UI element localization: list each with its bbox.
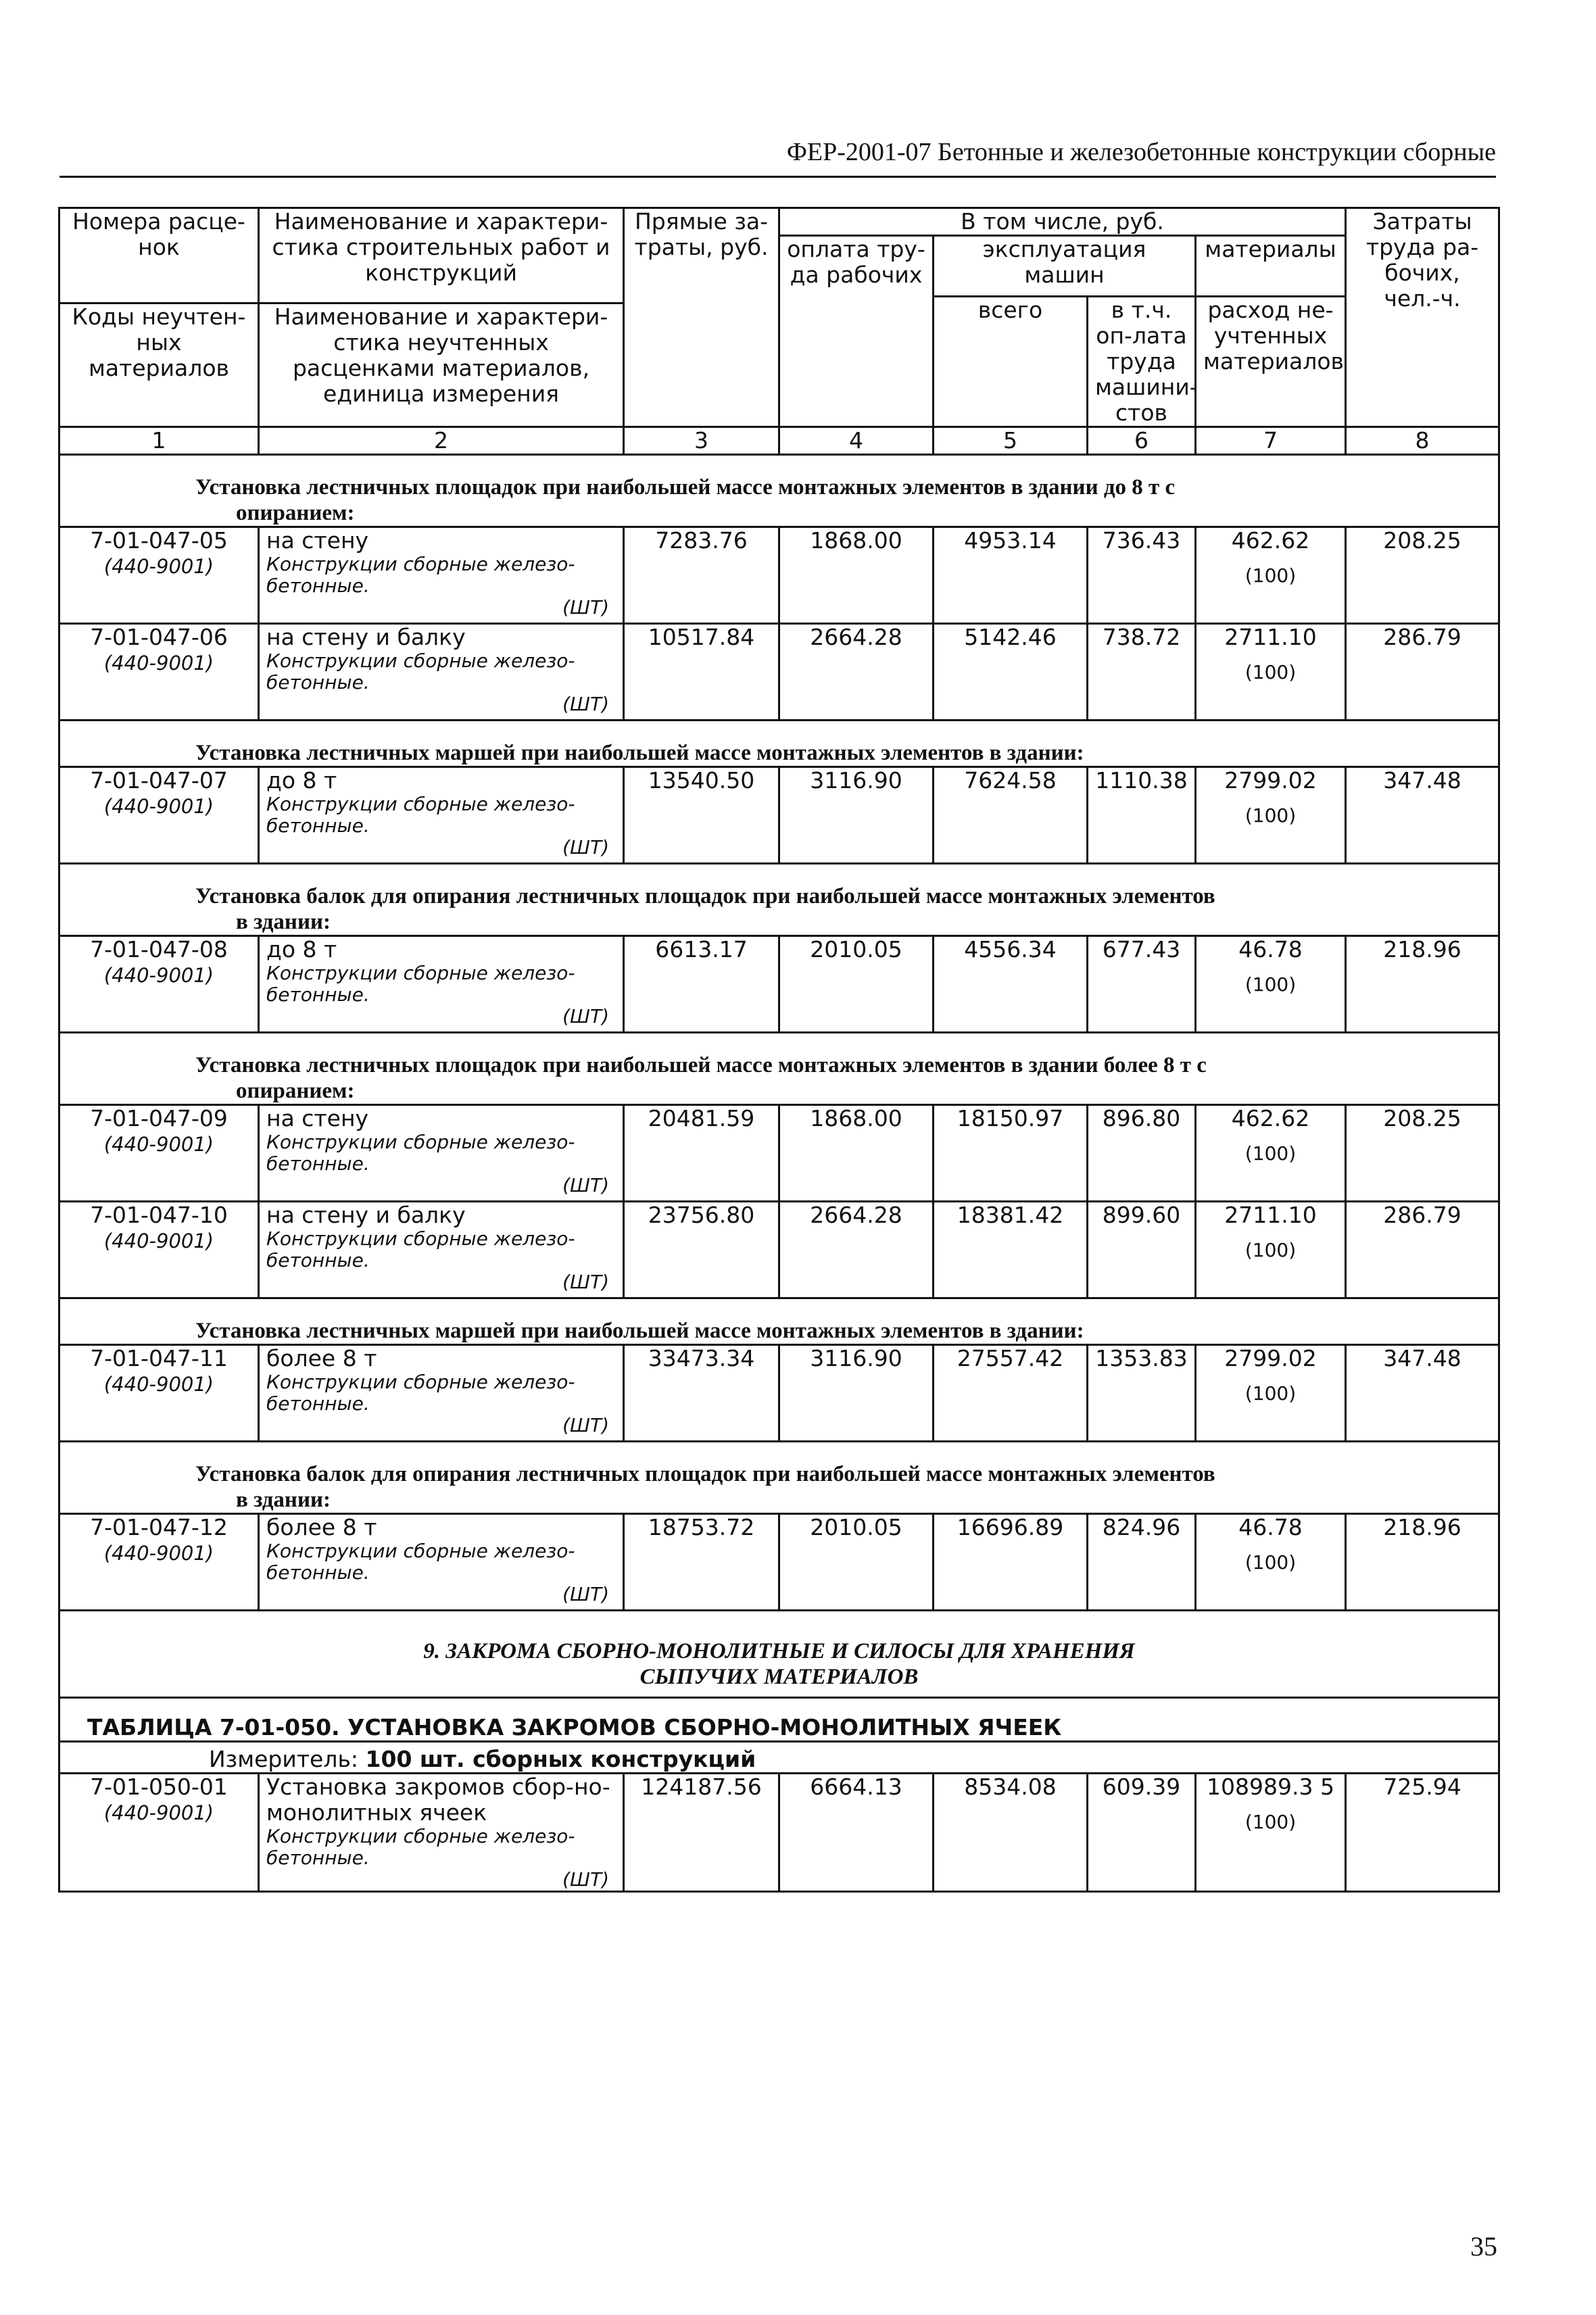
direct-cost: 10517.84: [624, 623, 779, 720]
rate-code: 7-01-047-09: [90, 1104, 228, 1131]
measure-row: [59, 1741, 1499, 1773]
work-name: Установка закромов сбор-но-монолитных ячеек: [266, 1773, 610, 1826]
machine-labor-cost: 1110.38: [1088, 766, 1196, 863]
material-code: (440-9001): [103, 1541, 214, 1565]
table-caption: ТАБЛИЦА 7-01-050. УСТАНОВКА ЗАКРОМОВ СБОРНО-МОНОЛИТНЫХ ЯЧЕЕК: [59, 1697, 1499, 1741]
rates-table-frame: [58, 207, 1498, 1893]
rate-code: 7-01-050-01: [90, 1773, 228, 1800]
rate-code: 7-01-047-11: [90, 1344, 228, 1371]
materials-cost: 2799.02: [1224, 766, 1317, 794]
material-quantity: (100): [1244, 564, 1297, 587]
table-header-row: [59, 208, 1499, 236]
direct-cost: 33473.34: [624, 1344, 779, 1441]
labor-cost: 1868.00: [779, 527, 934, 623]
description-cell: [259, 766, 624, 863]
column-number-row: [59, 427, 1499, 454]
machine-cost-total: 4556.34: [934, 935, 1088, 1032]
section-title: [59, 1441, 1499, 1513]
labor-cost: 2664.28: [779, 623, 934, 720]
rate-code: 7-01-047-10: [90, 1201, 228, 1228]
rate-code: 7-01-047-07: [90, 766, 228, 794]
rate-code: 7-01-047-12: [90, 1513, 228, 1540]
labor-cost: 2664.28: [779, 1201, 934, 1298]
header-col8: Затраты труда ра-бочих, чел.-ч.: [1346, 208, 1499, 427]
work-name: на стену и балку: [266, 1201, 466, 1228]
labor-cost: 2010.05: [779, 935, 934, 1032]
table-row: [59, 1201, 1499, 1298]
material-name: Конструкции сборные железо-бетонные.: [266, 1824, 575, 1869]
machine-cost-total: 16696.89: [934, 1513, 1088, 1610]
chapter-title: [59, 1610, 1499, 1697]
column-number: 3: [624, 427, 779, 454]
labor-cost: 3116.90: [779, 766, 934, 863]
labor-hours: 347.48: [1346, 766, 1499, 863]
materials-cost: 46.78: [1238, 935, 1303, 962]
table-row: [59, 1104, 1499, 1201]
header-incl: В том числе, руб.: [779, 208, 1346, 236]
direct-cost: 7283.76: [624, 527, 779, 623]
unit: (ШТ): [562, 595, 609, 618]
section-title-line2: в здании:: [236, 909, 331, 934]
section-title-line1: Установка лестничных маршей при наибольшей массе монтажных элементов в здании:: [195, 740, 1084, 765]
description-cell: [259, 623, 624, 720]
table-row: [59, 527, 1499, 623]
machine-labor-cost: 677.43: [1088, 935, 1196, 1032]
work-name: до 8 т: [266, 766, 337, 794]
material-quantity: (100): [1244, 1810, 1297, 1833]
machine-cost-total: 18381.42: [934, 1201, 1088, 1298]
direct-cost: 13540.50: [624, 766, 779, 863]
table-row: [59, 935, 1499, 1032]
material-quantity: (100): [1244, 1551, 1297, 1574]
chapter-title-line1: 9. ЗАКРОМА СБОРНО-МОНОЛИТНЫЕ И СИЛОСЫ ДЛЯ ХРАНЕНИЯ: [423, 1638, 1135, 1663]
description-cell: [259, 1773, 624, 1891]
machine-cost-total: 4953.14: [934, 527, 1088, 623]
description-cell: [259, 1344, 624, 1441]
work-name: до 8 т: [266, 935, 337, 962]
unit: (ШТ): [562, 692, 609, 715]
labor-hours: 208.25: [1346, 1104, 1499, 1201]
labor-cost: 6664.13: [779, 1773, 934, 1891]
unit: (ШТ): [562, 1004, 609, 1027]
machine-labor-cost: 738.72: [1088, 623, 1196, 720]
table-row: [59, 1773, 1499, 1891]
description-cell: [259, 1201, 624, 1298]
header-machines: эксплуатация машин: [934, 236, 1196, 297]
description-cell: [259, 1513, 624, 1610]
rate-code-cell: [59, 1201, 259, 1298]
labor-cost: 2010.05: [779, 1513, 934, 1610]
labor-hours: 286.79: [1346, 1201, 1499, 1298]
page-header: [59, 135, 1496, 178]
measure: [59, 1741, 1499, 1773]
material-quantity: (100): [1244, 1382, 1297, 1405]
unit: (ШТ): [562, 1868, 609, 1891]
unit: (ШТ): [562, 1582, 609, 1605]
materials-cost: 46.78: [1238, 1513, 1303, 1540]
material-quantity: (100): [1244, 804, 1297, 827]
rates-table: [58, 207, 1500, 1893]
page-header-title: ФЕР-2001-07 Бетонные и железобетонные конструкции сборные: [786, 138, 1496, 166]
section-title-line1: Установка балок для опирания лестничных площадок при наибольшей массе монтажных элементов: [195, 1461, 1215, 1486]
column-number: 2: [259, 427, 624, 454]
materials-cell: [1196, 1344, 1346, 1441]
material-code: (440-9001): [103, 1132, 214, 1156]
section-title-row: [59, 454, 1499, 527]
description-cell: [259, 935, 624, 1032]
measure-label: Измеритель:: [209, 1745, 359, 1772]
table-row: [59, 623, 1499, 720]
column-number: 6: [1088, 427, 1196, 454]
table-row: [59, 1513, 1499, 1610]
section-title: [59, 1298, 1499, 1344]
materials-cost: 462.62: [1231, 527, 1310, 554]
direct-cost: 124187.56: [624, 1773, 779, 1891]
material-code: (440-9001): [103, 651, 214, 675]
direct-cost: 23756.80: [624, 1201, 779, 1298]
materials-cell: [1196, 623, 1346, 720]
table-row: [59, 766, 1499, 863]
material-name: Конструкции сборные железо-бетонные.: [266, 1370, 575, 1415]
material-code: (440-9001): [103, 963, 214, 987]
labor-hours: 347.48: [1346, 1344, 1499, 1441]
materials-cost: 2799.02: [1224, 1344, 1317, 1371]
rate-code-cell: [59, 1344, 259, 1441]
rate-code: 7-01-047-05: [90, 527, 228, 554]
materials-cell: [1196, 527, 1346, 623]
section-title-line1: Установка лестничных маршей при наибольшей массе монтажных элементов в здании:: [195, 1318, 1084, 1343]
material-code: (440-9001): [103, 1229, 214, 1252]
header-col2-top: Наименование и характери-стика строительных работ и конструкций: [259, 208, 624, 303]
section-title-line1: Установка балок для опирания лестничных площадок при наибольшей массе монтажных элементов: [195, 883, 1215, 908]
materials-cost: 108989.3 5: [1207, 1773, 1334, 1800]
machine-cost-total: 18150.97: [934, 1104, 1088, 1201]
header-col6: в т.ч. оп-лата труда машини-стов: [1088, 296, 1196, 427]
machine-cost-total: 5142.46: [934, 623, 1088, 720]
column-number: 8: [1346, 427, 1499, 454]
labor-hours: 218.96: [1346, 1513, 1499, 1610]
header-col3: Прямые за-траты, руб.: [624, 208, 779, 427]
material-name: Конструкции сборные железо-бетонные.: [266, 1130, 575, 1175]
header-col5: всего: [934, 296, 1088, 427]
rate-code-cell: [59, 623, 259, 720]
section-title-line2: в здании:: [236, 1487, 331, 1512]
material-quantity: (100): [1244, 660, 1297, 683]
machine-labor-cost: 1353.83: [1088, 1344, 1196, 1441]
material-quantity: (100): [1244, 1238, 1297, 1261]
column-number: 5: [934, 427, 1088, 454]
labor-cost: 1868.00: [779, 1104, 934, 1201]
work-name: более 8 т: [266, 1513, 377, 1540]
labor-cost: 3116.90: [779, 1344, 934, 1441]
material-name: Конструкции сборные железо-бетонные.: [266, 649, 575, 693]
section-title-row: [59, 1298, 1499, 1344]
column-number: 7: [1196, 427, 1346, 454]
section-title-line2: опиранием:: [236, 500, 355, 525]
table-caption-row: [59, 1697, 1499, 1741]
unit: (ШТ): [562, 1270, 609, 1293]
rate-code-cell: [59, 766, 259, 863]
materials-cell: [1196, 935, 1346, 1032]
unit: (ШТ): [562, 835, 609, 858]
machine-cost-total: 7624.58: [934, 766, 1088, 863]
section-title-line2: опиранием:: [236, 1078, 355, 1103]
materials-cost: 462.62: [1231, 1104, 1310, 1131]
labor-hours: 725.94: [1346, 1773, 1499, 1891]
section-title: [59, 454, 1499, 527]
rate-code-cell: [59, 1773, 259, 1891]
materials-cost: 2711.10: [1224, 1201, 1317, 1228]
work-name: на стену: [266, 1104, 369, 1131]
rate-code-cell: [59, 935, 259, 1032]
machine-labor-cost: 896.80: [1088, 1104, 1196, 1201]
unit: (ШТ): [562, 1173, 609, 1196]
section-title: [59, 1032, 1499, 1104]
section-title-row: [59, 863, 1499, 935]
labor-hours: 286.79: [1346, 623, 1499, 720]
chapter-title-line2: СЫПУЧИХ МАТЕРИАЛОВ: [639, 1664, 919, 1689]
section-title-line1: Установка лестничных площадок при наибольшей массе монтажных элементов в здании до 8 т с: [195, 474, 1176, 499]
header-col2-bottom: Наименование и характери-стика неучтенных расценками материалов, единица измерения: [259, 303, 624, 427]
material-name: Конструкции сборные железо-бетонные.: [266, 1227, 575, 1271]
work-name: более 8 т: [266, 1344, 377, 1371]
work-name: на стену: [266, 527, 369, 554]
material-name: Конструкции сборные железо-бетонные.: [266, 961, 575, 1006]
machine-labor-cost: 609.39: [1088, 1773, 1196, 1891]
labor-hours: 208.25: [1346, 527, 1499, 623]
material-name: Конструкции сборные железо-бетонные.: [266, 1539, 575, 1584]
section-title: [59, 720, 1499, 766]
machine-cost-total: 8534.08: [934, 1773, 1088, 1891]
column-number: 4: [779, 427, 934, 454]
chapter-title-row: [59, 1610, 1499, 1697]
header-col1-bottom: Коды неучтен-ных материалов: [59, 303, 259, 427]
direct-cost: 6613.17: [624, 935, 779, 1032]
rate-code-cell: [59, 1104, 259, 1201]
work-name: на стену и балку: [266, 623, 466, 650]
description-cell: [259, 1104, 624, 1201]
materials-cell: [1196, 1513, 1346, 1610]
material-quantity: (100): [1244, 1142, 1297, 1165]
materials-cost: 2711.10: [1224, 623, 1317, 650]
material-name: Конструкции сборные железо-бетонные.: [266, 792, 575, 837]
rate-code-cell: [59, 1513, 259, 1610]
header-col4: оплата тру-да рабочих: [779, 236, 934, 427]
description-cell: [259, 527, 624, 623]
page-number: 35: [1470, 2231, 1497, 2262]
material-code: (440-9001): [103, 794, 214, 818]
direct-cost: 18753.72: [624, 1513, 779, 1610]
section-title-row: [59, 1441, 1499, 1513]
labor-hours: 218.96: [1346, 935, 1499, 1032]
rate-code: 7-01-047-06: [90, 623, 228, 650]
header-col7: расход не-учтенных материалов: [1196, 296, 1346, 427]
column-number: 1: [59, 427, 259, 454]
materials-cell: [1196, 1201, 1346, 1298]
material-code: (440-9001): [103, 1372, 214, 1396]
material-name: Конструкции сборные железо-бетонные.: [266, 552, 575, 597]
material-code: (440-9001): [103, 554, 214, 578]
materials-cell: [1196, 1773, 1346, 1891]
material-quantity: (100): [1244, 973, 1297, 996]
section-title-line1: Установка лестничных площадок при наибольшей массе монтажных элементов в здании более 8 т с: [195, 1052, 1207, 1077]
material-code: (440-9001): [103, 1801, 214, 1824]
machine-cost-total: 27557.42: [934, 1344, 1088, 1441]
section-title: [59, 863, 1499, 935]
section-title-row: [59, 1032, 1499, 1104]
machine-labor-cost: 824.96: [1088, 1513, 1196, 1610]
rate-code: 7-01-047-08: [90, 935, 228, 962]
table-row: [59, 1344, 1499, 1441]
unit: (ШТ): [562, 1413, 609, 1436]
machine-labor-cost: 899.60: [1088, 1201, 1196, 1298]
measure-value: 100 шт. сборных конструкций: [365, 1745, 756, 1772]
section-title-row: [59, 720, 1499, 766]
direct-cost: 20481.59: [624, 1104, 779, 1201]
rate-code-cell: [59, 527, 259, 623]
header-col1-top: Номера расце-нок: [59, 208, 259, 303]
materials-cell: [1196, 766, 1346, 863]
machine-labor-cost: 736.43: [1088, 527, 1196, 623]
materials-cell: [1196, 1104, 1346, 1201]
header-materials: материалы: [1196, 236, 1346, 297]
